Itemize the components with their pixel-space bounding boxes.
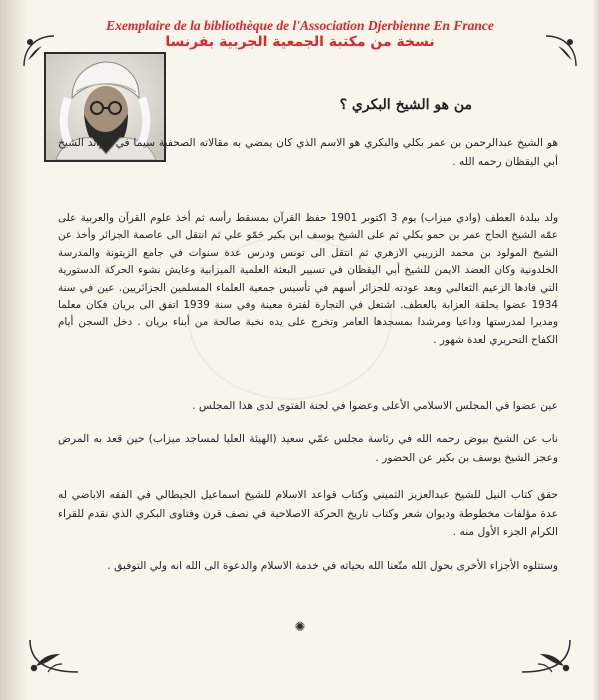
paragraph-works: حقق كتاب النيل للشيخ عبدالعزيز الثميني وكتاب قواعد الاسلام للشيخ اسماعيل الجيطالي في الفقه الاباضي له عدة مؤلفات مخطوطة وديوان شعر وكتاب تاريخ الحركة الاصلاحية في نصف قرن وفتاوى البكري الذي نقدم للقراء الكرام الجزء الأول منه . bbox=[58, 488, 558, 539]
page-title: من هو الشيخ البكري ؟ bbox=[339, 97, 472, 113]
library-stamp-arabic: نسخة من مكتبة الجمعية الجربية بفرنسا bbox=[165, 34, 435, 50]
ornament-bottom-icon: ✺ bbox=[294, 620, 306, 635]
scan-shadow-right bbox=[592, 0, 600, 700]
paragraph-council: عين عضوا في المجلس الاسلامي الأعلى وعضوا في لجنة الفتوى لدى هذا المجلس . bbox=[192, 399, 558, 412]
floral-corner-icon bbox=[26, 636, 82, 676]
scan-shadow-left bbox=[0, 0, 28, 700]
floral-corner-icon bbox=[518, 636, 574, 676]
paragraph-biography: ولد ببلدة العطف (وادي ميزاب) يوم 3 اكتوبر 1901 حفظ القرآن بمسقط رأسه ثم أخذ علوم القرآن والعربية على عمّه الشيخ الحاج عمر بن حمو بكلي ثم على الشيخ يوسف ابن بكير حَمّو علي ثم انتقل الى عاصمة الجزائر وأخذ عن الشيخ المولود بن محمد الزريبي الازهري ثم انتقل الى تونس ودرس عدة سنوات في جامع الزيتونة والمدرسة الخلدونية وكان العضد الايمن للشيخ أبي اليقظان في تسيير البعثة العلمية الميزابية وعايش نشوء الحركة الدستورية التي قادها الزعيم الثعالبي وبعد عودته للجزائر أسهم في تأسيس جمعية العلماء المسلمين الجزائريين. عين في سنة 1934 عضوا بحلقة العزابة بالعطف. اشتغل في التجارة لفترة معينة وفي سنة 1939 اتفق الى بريان فكان معلما ومديرا لمدرستها وداعيا ومرشدا بمسجدها العامر وتخرج على يده نخبة صالحة من أبناء بريان . دخل السجن أيام الكفاح التحريري لعدة شهور . bbox=[58, 212, 559, 346]
library-stamp-french: Exemplaire de la bibliothèque de l'Association Djerbienne En France bbox=[106, 18, 494, 33]
paragraph-intro: هو الشيخ عبدالرحمن بن عمر بكلي والبكري هو الاسم الذي كان يمضي به مقالاته الصحفية سيما في جرائد الشيخ أبي اليقظان رحمه الله . bbox=[58, 136, 558, 168]
paragraph-deputy: ناب عن الشيخ بيوض رحمه الله في رئاسة مجلس عمّي سعيد (الهيئة العليا لمساجد ميزاب) حين قعد به المرض وعجز الشيخ يوسف بن بكير عن الحضور . bbox=[58, 432, 558, 464]
floral-corner-icon bbox=[544, 34, 578, 68]
paragraph-closing: وستتلوه الأجزاء الأخرى بحول الله متّعنا الله بحياته في خدمة الاسلام والدعوة الى الله انه ولي التوفيق . bbox=[107, 559, 558, 572]
